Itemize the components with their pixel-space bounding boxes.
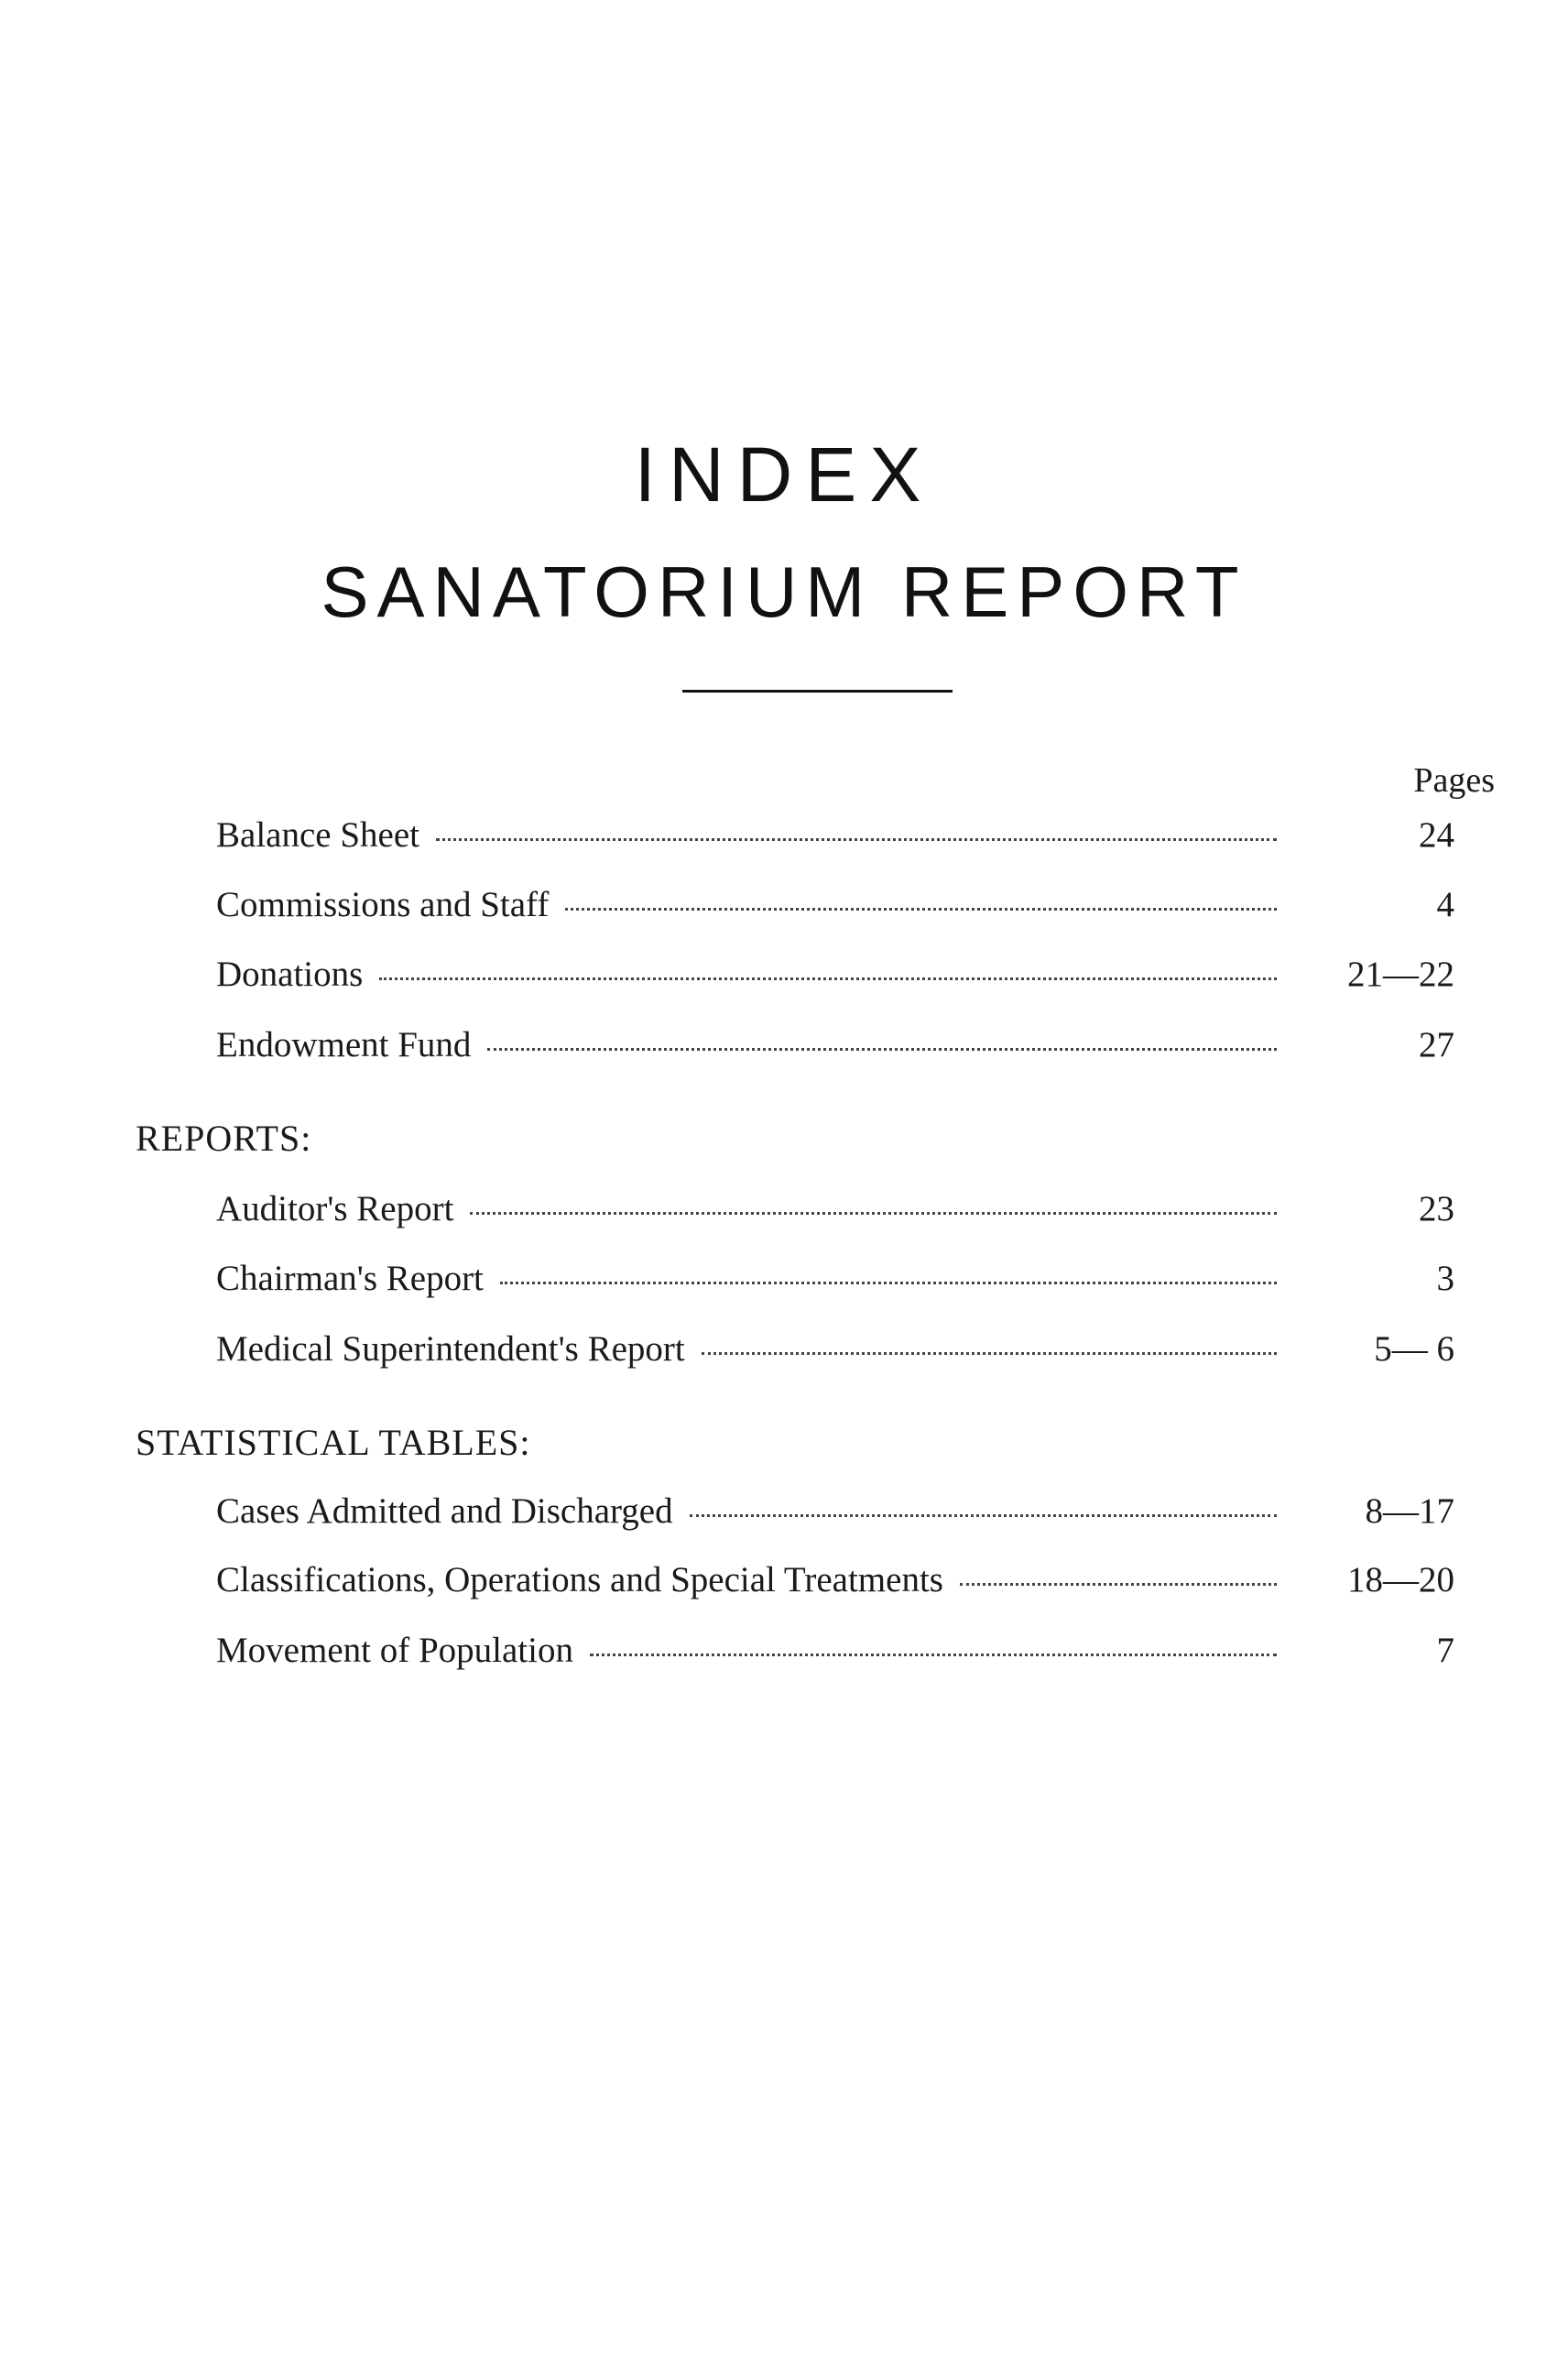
entry-page-number: 7 [1436,1631,1454,1670]
dot-leader [436,838,1277,841]
index-entry-chairmans-report [216,1257,1454,1301]
entry-label: Classifications, Operations and Special Treatments [216,1560,943,1599]
dot-leader [702,1352,1277,1355]
entry-label: Commissions and Staff [216,885,550,924]
entry-page-number: 4 [1436,885,1454,924]
title-divider [682,690,953,693]
dot-leader [960,1583,1277,1586]
section-title-reports: REPORTS: [136,1118,312,1159]
dot-leader [470,1212,1277,1215]
entry-page-number: 24 [1419,815,1454,855]
entry-label: Endowment Fund [216,1025,472,1064]
index-entry-cases-admitted-discharged [216,1490,1454,1534]
report-subtitle: SANATORIUM REPORT [321,551,1247,632]
entry-label: Donations [216,955,364,994]
entry-page-number: 23 [1419,1189,1454,1228]
index-entry-medical-superintendents-report [216,1327,1454,1371]
entry-label: Movement of Population [216,1631,573,1670]
section-title-statistical-tables: STATISTICAL TABLES: [136,1422,531,1463]
entry-page-number: 21—22 [1347,955,1454,994]
index-entry-balance-sheet [216,813,1454,857]
dot-leader [487,1048,1277,1051]
index-entry-commissions-staff [216,883,1454,927]
dot-leader [379,977,1277,980]
index-entry-classifications-operations [216,1558,1454,1602]
pages-column-header: Pages [1413,761,1495,800]
entry-label: Cases Admitted and Discharged [216,1491,673,1531]
dot-leader [690,1514,1277,1517]
entry-page-number: 5— 6 [1374,1329,1454,1369]
dot-leader [565,908,1277,911]
index-entry-auditors-report [216,1187,1454,1231]
entry-page-number: 18—20 [1347,1560,1454,1599]
dot-leader [500,1282,1277,1284]
entry-label: Balance Sheet [216,815,419,855]
dot-leader [590,1654,1277,1656]
entry-page-number: 3 [1436,1259,1454,1298]
index-title: INDEX [634,431,934,518]
entry-label: Auditor's Report [216,1189,454,1228]
index-entry-donations [216,953,1454,997]
entry-page-number: 27 [1419,1025,1454,1064]
entry-label: Chairman's Report [216,1259,484,1298]
entry-label: Medical Superintendent's Report [216,1329,685,1369]
index-entry-movement-of-population [216,1629,1454,1673]
index-entry-endowment-fund [216,1023,1454,1067]
entry-page-number: 8—17 [1365,1491,1454,1531]
